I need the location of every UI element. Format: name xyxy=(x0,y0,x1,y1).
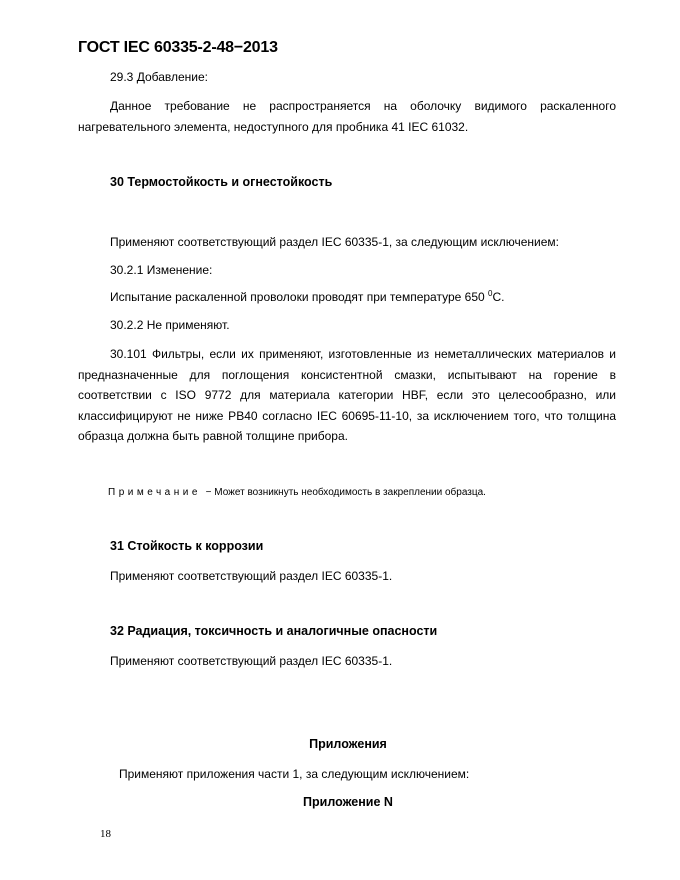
clause-30-2-2: 30.2.2 Не применяют. xyxy=(110,318,230,332)
clause-29-3-text: Данное требование не распространяется на оболочку видимого раскаленного нагревательного элемента, недоступного для пробника 41 IEC 61032. xyxy=(78,99,616,134)
clause-29-3-label: 29.3 Добавление: xyxy=(110,70,209,84)
clause-30-2-1-text xyxy=(110,290,504,304)
annex-n-heading: Приложение N xyxy=(303,795,393,809)
section-30-heading: 30 Термостойкость и огнестойкость xyxy=(110,175,333,189)
section-31-text: Применяют соответствующий раздел IEC 60335-1. xyxy=(110,569,393,583)
clause-30-101: 30.101 Фильтры, если их применяют, изготовленные из неметаллических материалов и предназначенные для поглощения консистентной смазки, испытывают на горение в соответствии с ISO 9772 для материала категории HBF, если это целесообразно, или классифицируют не ниже PB40 согласно IEC 60695-11-10, за исключением того, что толщина образца должна быть равной толщине прибора. xyxy=(78,347,616,443)
annexes-heading: Приложения xyxy=(309,737,387,751)
section-32-text: Применяют соответствующий раздел IEC 60335-1. xyxy=(110,654,393,668)
document-header-title: ГОСТ IEC 60335-2-48−2013 xyxy=(78,39,278,56)
section-32-heading: 32 Радиация, токсичность и аналогичные опасности xyxy=(110,624,438,638)
degree-superscript: 0 xyxy=(488,289,493,298)
section-31-heading: 31 Стойкость к коррозии xyxy=(110,539,264,553)
note xyxy=(108,487,486,499)
clause-30-2-1-label: 30.2.1 Изменение: xyxy=(110,263,213,277)
note-text: − Может возникнуть необходимость в закреплении образца. xyxy=(202,487,486,498)
clause-30-2-1-text-after: С. xyxy=(492,290,505,304)
annexes-text: Применяют приложения части 1, за следующим исключением: xyxy=(119,767,470,781)
clause-30-2-1-text-before: Испытание раскаленной проволоки проводят при температуре 650 xyxy=(110,290,488,304)
section-30-intro: Применяют соответствующий раздел IEC 60335-1, за следующим исключением: xyxy=(110,235,559,249)
page-number: 18 xyxy=(100,828,111,840)
note-label: Примечание xyxy=(108,487,201,498)
